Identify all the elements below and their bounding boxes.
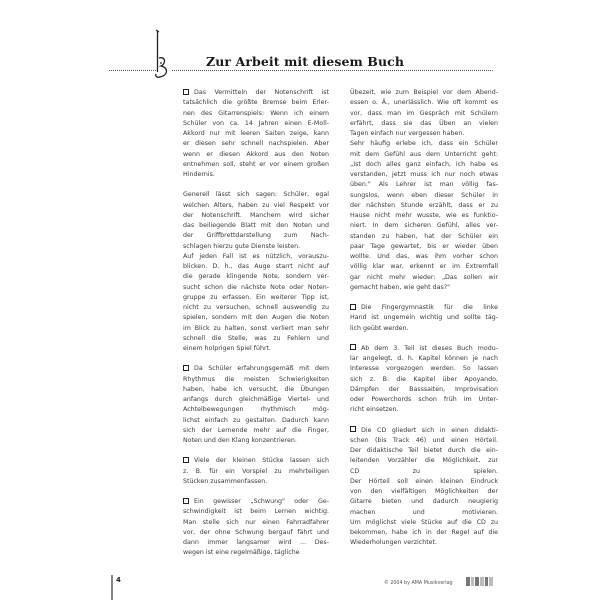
text-line: wegen ist eine regelmäßige, tägliche xyxy=(183,549,300,557)
text-line: gar nicht mehr wieder: „Das sollen wir xyxy=(350,273,498,281)
text-line: Übezeit, wie zum Beispiel vor dem Abend- xyxy=(350,89,498,96)
text-line: Auf jeden Fall ist es nützlich, vorauszu- xyxy=(183,252,329,260)
paragraph xyxy=(183,252,329,355)
text-line: schlagen hierzu gute Dienste leisten. xyxy=(183,242,301,250)
text-line: Dämpfen der Basssaiten, Improvisation xyxy=(350,385,498,393)
checkbox-icon xyxy=(350,344,356,350)
text-line: anfangs durch gleichmäßige Viertel- und xyxy=(183,396,329,403)
text-line: bekommen, habe ich in der Regel auf die xyxy=(350,529,498,536)
text-line: einem holprigen Spiel führt. xyxy=(183,345,272,352)
text-line: CD zu spielen. xyxy=(350,467,498,475)
checkbox-icon xyxy=(183,457,189,463)
text-line: Sehr häufig erlebe ich, dass ein Schüler xyxy=(350,140,498,148)
text-line: Um möglichst viele Stücke auf die CD zu xyxy=(350,518,498,526)
text-line: völlig klar war, erkennt er im Extremfall xyxy=(350,263,498,271)
text-line: spielen, sondern mit den Augen die Noten xyxy=(183,314,329,322)
text-line: von den vielfältigen Möglichkeiten der xyxy=(350,488,498,495)
text-line: tatsächlich die größte Bremse beim Erler- xyxy=(183,99,329,107)
text-line: der nächsten Stunde erzählt, dass er zu xyxy=(350,201,498,209)
text-line: nicht zu versuchen, schnell auswendig zu xyxy=(183,304,329,311)
checkbox-icon xyxy=(183,365,189,371)
text-line: Da Schüler erfahrungsgemäß mit dem xyxy=(183,364,329,374)
text-line: standen zu haben, hat der Schüler ein xyxy=(350,232,498,240)
text-line: der Notenschrift. Manchem wird sicher xyxy=(183,211,329,219)
paragraph xyxy=(350,88,498,139)
text-line: der Griffbrettdarstellung zum Nach- xyxy=(183,232,329,240)
text-line: Gitarre bieten und dadurch neugierig xyxy=(350,498,498,506)
text-line: lich geübt werden. xyxy=(350,324,409,332)
text-line: Wiederholungen verzichtet. xyxy=(350,539,438,547)
text-line: die gerade klingende Note, sondern ver- xyxy=(183,273,329,281)
paragraph xyxy=(350,303,498,334)
ama-logo-icon xyxy=(466,577,493,586)
text-line: z. B. für ein Vorspiel zu mehrteiligen xyxy=(183,467,329,475)
text-line: leitenden Vorzähler die Möglichkeit, zur xyxy=(350,457,498,465)
text-line: vor, der ohne Schwung bergauf fährt und xyxy=(183,528,329,536)
text-line: Achtelbewegungen rhythmisch mög- xyxy=(183,406,329,414)
paragraph xyxy=(350,426,498,549)
page-marker-bar xyxy=(111,575,113,600)
text-line: Das Vermitteln der Notenschrift ist xyxy=(183,88,329,98)
text-line: Die CD gliedert sich in einen didakti- xyxy=(350,426,498,436)
text-line: entnehmen soll, steht er vor einem großen xyxy=(183,160,329,168)
text-line: gemacht haben, wie geht das?" xyxy=(350,283,450,291)
text-line: Interesse vorgezogen werden. So lassen xyxy=(350,365,498,373)
text-line: haben, habe ich versucht, die Übungen xyxy=(183,385,329,393)
text-line: wollte. Und das, was ihm vorher schon xyxy=(350,253,498,260)
text-line: wenn er diesen Akkord aus den Noten xyxy=(183,150,329,158)
text-line: vor, dass man im Gespräch mit Schülern xyxy=(350,109,498,117)
text-line: niert. In dem sicheren Gefühl, alles ver- xyxy=(350,222,498,230)
text-line: Akkord nur mit leeren Saiten zeige, kann xyxy=(183,130,329,137)
text-line: sungslos, wenn eben dieser Schüler in xyxy=(350,191,498,199)
text-line: sucht schon die nächste Note oder Noten- xyxy=(183,283,329,291)
text-line: Hause nicht mehr wusste, wie es funktio- xyxy=(350,212,498,219)
text-line: gruppe zu erfassen. Ein weiterer Tipp ist, xyxy=(183,293,329,301)
paragraph xyxy=(183,456,329,487)
guitar-icon xyxy=(150,28,174,80)
text-line: verstanden, jetzt muss ich nur noch etwas xyxy=(350,171,498,178)
text-line: Man stelle sich nur einen Fahrradfahrer xyxy=(183,518,329,526)
text-line: Schüler von ca. 14 Jahren einen E-Moll- xyxy=(183,119,329,127)
text-line: das beiliegende Blatt mit den Noten und xyxy=(183,222,329,229)
checkbox-icon xyxy=(183,89,189,95)
text-line: üben." Als Lehrer ist man völlig fas- xyxy=(350,181,498,189)
paragraph xyxy=(183,497,329,559)
paragraph xyxy=(350,139,498,293)
text-line: Generell lässt sich sagen: Schüler, egal xyxy=(183,191,329,199)
text-line: lar angelegt, d. h. Kapitel können je nach xyxy=(350,355,498,362)
header-dotted-rule-right xyxy=(172,70,493,71)
page-title: Zur Arbeit mit diesem Buch xyxy=(206,54,405,69)
paragraph xyxy=(183,364,329,446)
header-dotted-rule-left xyxy=(109,70,156,71)
text-line: Der Hörteil soll einen kleinen Eindruck xyxy=(350,477,498,485)
copyright-notice: © 2004 by AMA Musikverlag xyxy=(384,581,453,586)
text-line: essen o. Ä., unerlässlich. Wie oft kommt es xyxy=(350,99,498,107)
text-line: lichst einfach zu gestalten. Dadurch kann xyxy=(183,416,329,424)
paragraph xyxy=(350,344,498,416)
text-line: Stücken zusammenfassen. xyxy=(183,477,268,485)
text-line: schen (bis Track 46) und einen Hörteil. xyxy=(350,436,498,444)
text-line: Viele der kleinen Stücke lassen sich xyxy=(183,456,329,466)
text-line: Ab dem 3. Teil ist dieses Buch modu- xyxy=(350,344,498,354)
text-line: oder Powerchords schon früh im Unter- xyxy=(350,396,498,403)
text-line: Ein gewisser „Schwung" oder Ge- xyxy=(183,497,329,507)
text-line: richt einsetzen. xyxy=(350,406,399,414)
text-line: Hand ist ungemein wichtig und sollte täg- xyxy=(350,314,498,322)
text-line: „Ist doch alles ganz einfach, ich habe es xyxy=(350,160,498,168)
text-column-left xyxy=(183,88,329,569)
text-line: im Blick zu halten, sonst verliert man sehr xyxy=(183,324,329,332)
text-line: Tagen einfach nur vergessen haben. xyxy=(350,130,465,137)
text-line: sich z. B. die Kapitel über Apoyando, xyxy=(350,375,498,383)
text-line: mit dem Gefühl aus dem Unterricht geht: xyxy=(350,150,498,158)
text-line: Hindernis. xyxy=(183,171,215,178)
text-line: Noten und den Klang konzentrieren. xyxy=(183,437,297,444)
text-line: er diesen sehr schnell nachspielen. Aber xyxy=(183,140,329,148)
text-line: erfährt, dass sie das Üben an vielen xyxy=(350,119,498,127)
checkbox-icon xyxy=(350,304,356,310)
page-number: 4 xyxy=(116,576,121,584)
checkbox-icon xyxy=(183,498,189,504)
text-line: Rhythmus die meisten Schwierigkeiten xyxy=(183,375,329,383)
text-line: schnell die Stelle, was zu Fehlern und xyxy=(183,334,329,342)
text-column-right xyxy=(350,88,498,549)
paragraph xyxy=(183,88,329,180)
text-line: schwindigkeit ist beim Lernen wichtig. xyxy=(183,508,329,516)
text-line: dann immer langsamer wird ... Des- xyxy=(183,539,329,546)
text-line: welchen Alters, haben zu viel Respekt vor xyxy=(183,201,329,209)
text-line: sich der Lernende mehr auf die Finger, xyxy=(183,426,329,434)
text-line: nen des Gitarrenspiels: Wenn ich einem xyxy=(183,109,329,117)
text-line: Die Fingergymnastik für die linke xyxy=(350,303,498,313)
text-line: Der didaktische Teil bietet durch die ein- xyxy=(350,447,498,454)
text-line: machen und motivieren. xyxy=(350,508,498,516)
text-line: paar Tage gewartet, bis er wieder üben xyxy=(350,242,498,250)
paragraph xyxy=(183,190,329,252)
text-line: blicken. D. h., das Auge starrt nicht auf xyxy=(183,263,329,270)
checkbox-icon xyxy=(350,426,356,432)
